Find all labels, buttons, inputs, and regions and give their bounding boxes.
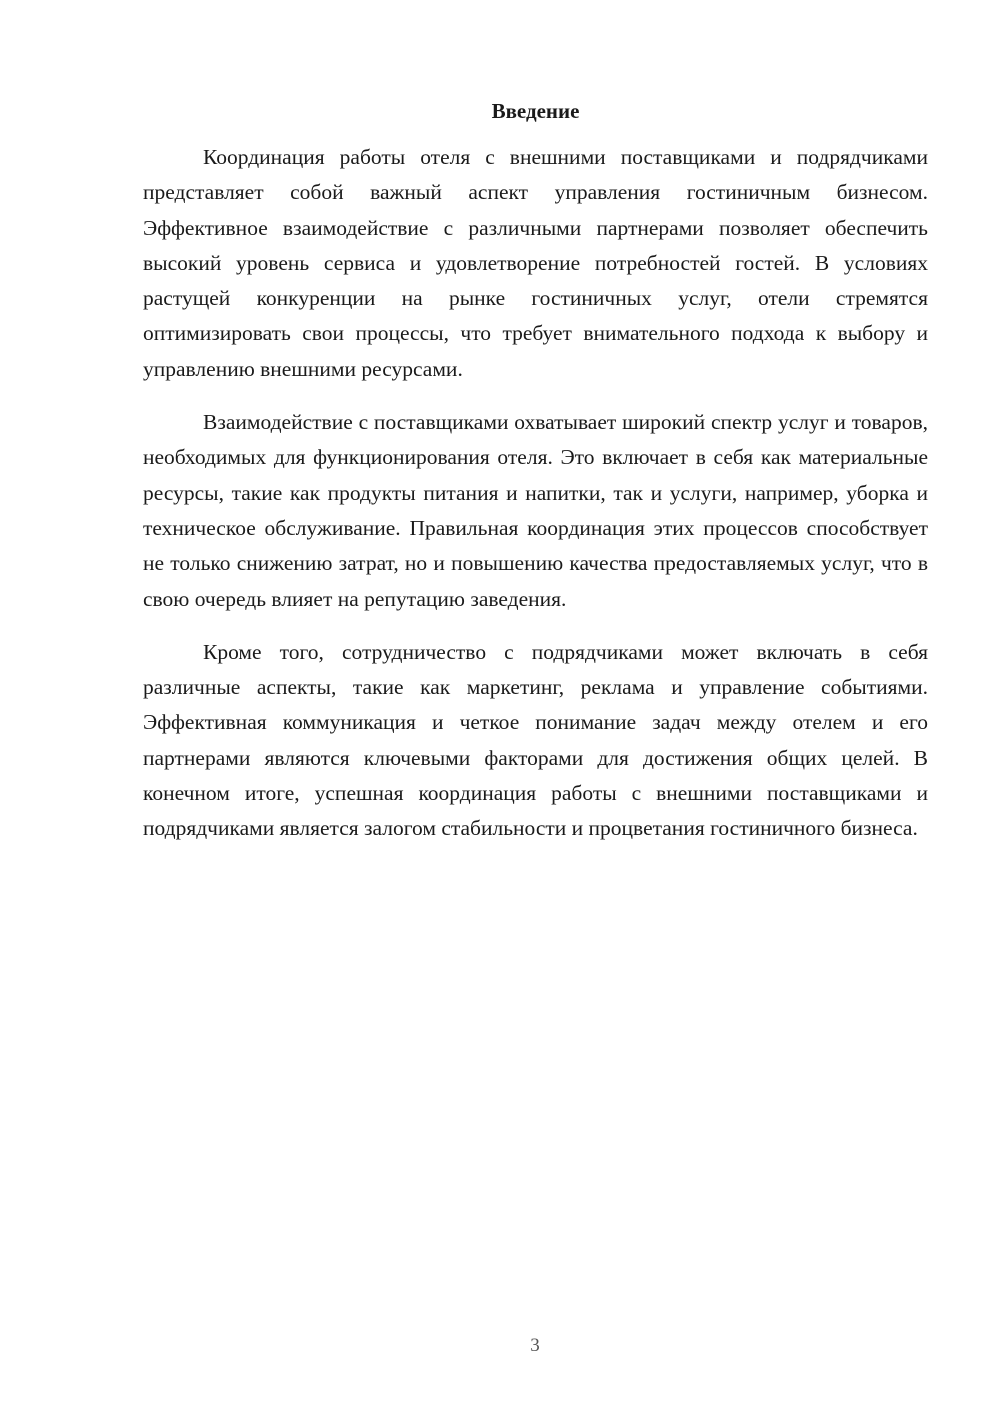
paragraph-2: Взаимодействие с поставщиками охватывает широкий спектр услуг и товаров, необходимых для функционирования отеля. Это включает в себя как материальные ресурсы, такие как продукты питания и напитки, так и услуги, например, уборка и техническое обслуживание. Правильная координация этих процессов способствует не только снижению затрат, но и повышению качества предоставляемых услуг, что в свою очередь влияет на репутацию заведения. — [143, 410, 928, 611]
body-text — [143, 140, 928, 865]
page-number: 3 — [530, 1335, 540, 1356]
section-heading: Введение — [491, 99, 580, 123]
paragraph-1: Координация работы отеля с внешними поставщиками и подрядчиками представляет собой важный аспект управления гостиничным бизнесом. Эффективное взаимодействие с различными партнерами позволяет обеспечить высокий уровень сервиса и удовлетворение потребностей гостей. В условиях растущей конкуренции на рынке гостиничных услуг, отели стремятся оптимизировать свои процессы, что требует внимательного подхода к выбору и управлению внешними ресурсами. — [143, 145, 928, 381]
paragraph-3: Кроме того, сотрудничество с подрядчиками может включать в себя различные аспекты, такие как маркетинг, реклама и управление событиями. Эффективная коммуникация и четкое понимание задач между отелем и его партнерами являются ключевыми факторами для достижения общих целей. В конечном итоге, успешная координация работы с внешними поставщиками и подрядчиками является залогом стабильности и процветания гостиничного бизнеса. — [143, 639, 928, 841]
